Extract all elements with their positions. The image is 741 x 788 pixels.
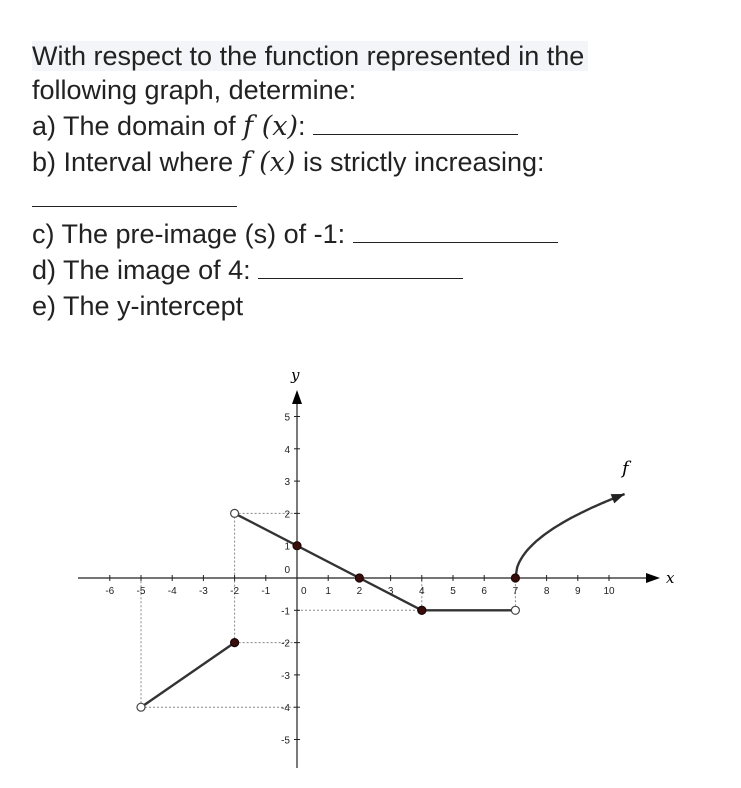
function-label: f (622, 458, 629, 479)
x-tick-label: 1 (325, 586, 331, 597)
endpoint-open (511, 606, 519, 614)
x-tick-label: -5 (136, 586, 146, 597)
y-tick-label: 3 (284, 477, 290, 489)
x-tick-label: 7 (512, 586, 519, 597)
y-tick-label: 5 (284, 412, 290, 424)
question-c-text: c) The pre-image (s) of -1: (32, 219, 346, 249)
question-a-prefix: a) The domain of (32, 111, 244, 141)
function-sqrt-curve (515, 494, 624, 578)
axes (78, 390, 660, 768)
y-tick-label: 1 (284, 541, 290, 553)
y-axis-label: y (291, 366, 300, 384)
x-tick-label: 2 (356, 586, 363, 597)
endpoint-closed (418, 606, 426, 614)
marked-point (293, 542, 301, 550)
x-tick-label: 5 (450, 586, 456, 597)
y-axis-arrow-icon (292, 390, 302, 404)
intro-text-2: following graph, determine: (32, 75, 357, 105)
x-tick-label-0: 0 (301, 586, 307, 597)
x-tick-label: -3 (198, 586, 208, 597)
y-tick-label-0: 0 (284, 565, 290, 576)
endpoint-open (231, 509, 239, 517)
x-tick-label: 4 (419, 586, 425, 597)
endpoint-closed (231, 639, 239, 647)
function-curves (141, 494, 625, 707)
y-tick-label: 4 (284, 444, 290, 456)
x-tick-label: 8 (543, 586, 550, 597)
x-tick-label: -6 (105, 586, 115, 597)
question-e-text: e) The y-intercept (32, 291, 244, 321)
x-tick-label: 3 (387, 586, 394, 597)
y-tick-label: -2 (281, 638, 290, 650)
y-tick-label: -4 (281, 703, 290, 715)
x-axis-label: x (666, 569, 675, 587)
question-d-text: d) The image of 4: (32, 255, 251, 285)
question-a-suffix: : (298, 111, 306, 141)
x-axis-arrow-icon (646, 573, 660, 583)
x-tick-label: 6 (481, 586, 487, 597)
intro-text-1: With respect to the function represented in the (32, 41, 588, 71)
endpoint-closed (511, 574, 519, 582)
y-tick-label: 2 (284, 509, 290, 521)
endpoint-open (137, 703, 145, 711)
function-segment-0 (141, 643, 235, 708)
x-tick-label: -4 (167, 586, 177, 597)
function-symbol-a: f (x) (243, 111, 298, 142)
x-tick-label: 10 (603, 586, 615, 597)
question-b-suffix: is strictly increasing: (295, 147, 545, 177)
marked-point (355, 574, 363, 582)
x-tick-label: 9 (575, 586, 581, 597)
x-tick-label: -2 (230, 586, 240, 597)
question-b-prefix: b) Interval where (32, 147, 241, 177)
y-tick-label: -3 (281, 670, 290, 682)
x-tick-label: -1 (261, 586, 271, 597)
y-tick-label: -5 (281, 735, 290, 747)
y-tick-label: -1 (281, 606, 290, 618)
function-symbol-b: f (x) (240, 147, 296, 178)
curve-arrow-icon (611, 494, 625, 503)
